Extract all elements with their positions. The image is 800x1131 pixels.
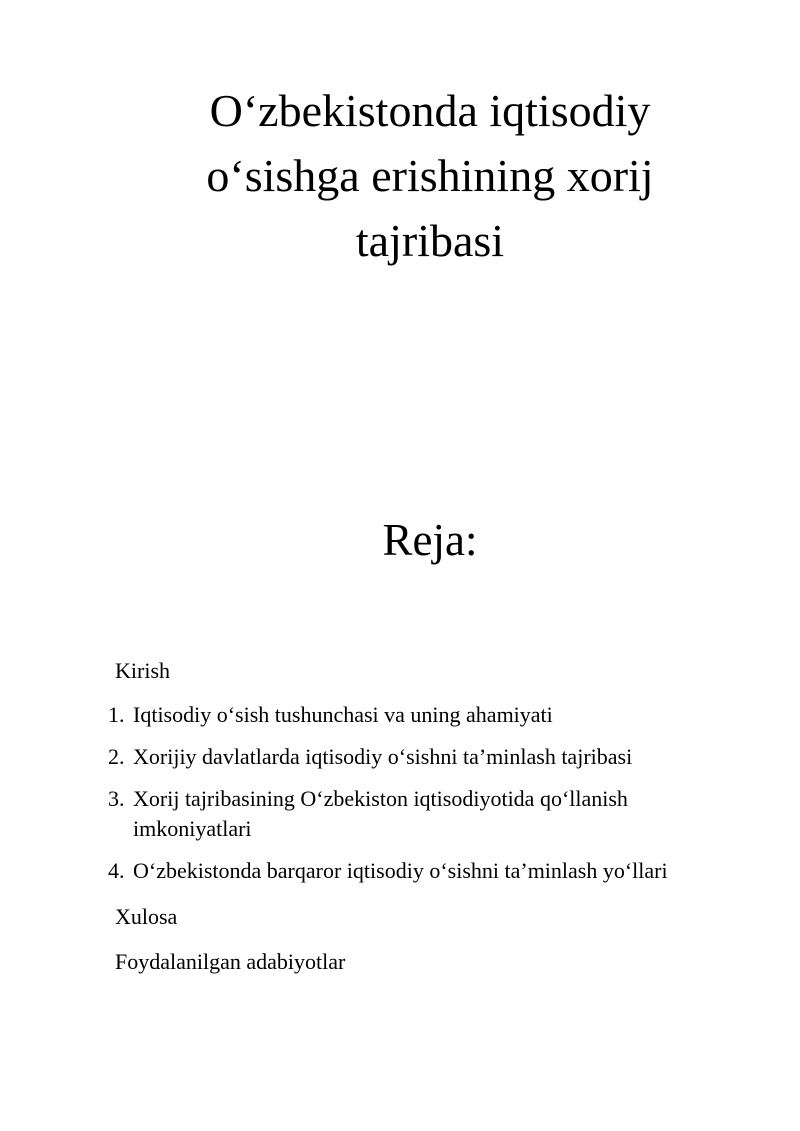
intro-item: Kirish [115, 658, 170, 683]
plan-list-item [108, 856, 748, 886]
references-item: Foydalanilgan adabiyotlar [115, 949, 346, 974]
plan-heading: Reja: [382, 515, 478, 565]
plan-list [108, 700, 748, 898]
plan-item-number: 2. [108, 744, 125, 769]
plan-item-number: 3. [108, 786, 125, 811]
document-title: O‘zbekistonda iqtisodiy o‘sishga erishining xorij tajribasi [206, 85, 654, 266]
conclusion-item: Xulosa [115, 904, 178, 929]
plan-item-text: Iqtisodiy o‘sish tushunchasi va uning ahamiyati [133, 702, 553, 727]
plan-list-item [108, 784, 748, 844]
plan-item-text: Xorij tajribasining O‘zbekiston iqtisodiyotida qo‘llanish imkoniyatlari [133, 786, 628, 841]
plan-item-text: O‘zbekistonda barqaror iqtisodiy o‘sishni ta’minlash yo‘llari [133, 858, 668, 883]
plan-item-number: 1. [108, 702, 125, 727]
plan-item-number: 4. [108, 858, 125, 883]
plan-list-item [108, 700, 748, 730]
plan-list-item [108, 742, 748, 772]
plan-item-text: Xorijiy davlatlarda iqtisodiy o‘sishni ta’minlash tajribasi [133, 744, 633, 769]
